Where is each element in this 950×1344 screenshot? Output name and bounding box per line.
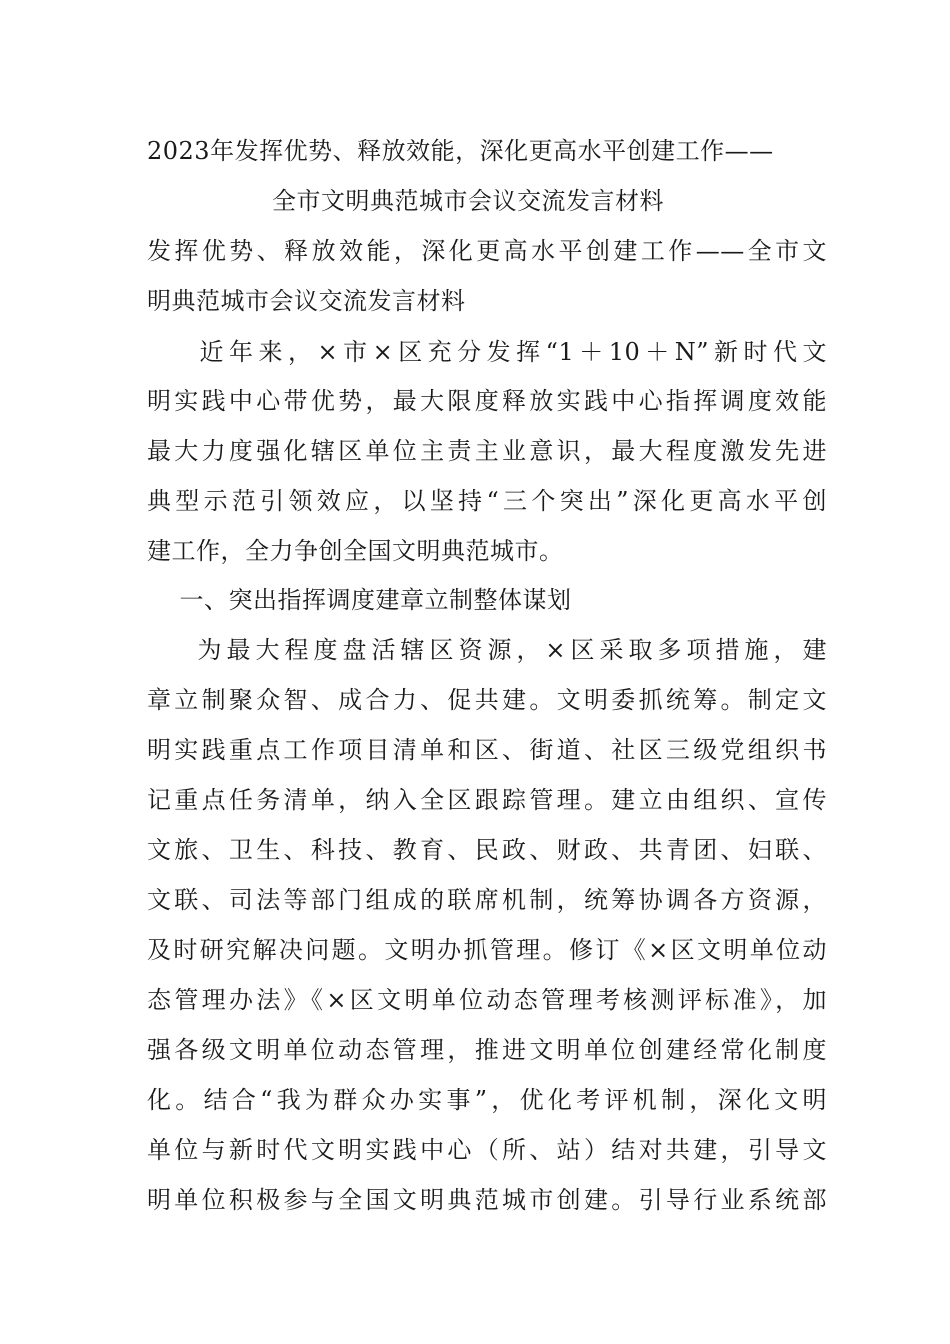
section-1-line-3: 明实践重点工作项目清单和区、街道、社区三级党组织书 <box>147 736 827 764</box>
intro-line-1: 近年来，×市×区充分发挥“1＋10＋N”新时代文 <box>147 338 827 366</box>
section-1-line-8: 态管理办法》《×区文明单位动态管理考核测评标准》，加 <box>147 986 827 1014</box>
subtitle-line-1: 发挥优势、释放效能，深化更高水平创建工作——全市文 <box>147 237 827 265</box>
section-1-heading: 一、突出指挥调度建章立制整体谋划 <box>147 586 572 614</box>
section-1-line-2: 章立制聚众智、成合力、促共建。文明委抓统筹。制定文 <box>147 686 827 714</box>
section-1-line-10: 化。结合“我为群众办实事”，优化考评机制，深化文明 <box>147 1086 827 1114</box>
section-1-line-12: 明单位积极参与全国文明典范城市创建。引导行业系统部 <box>147 1186 827 1214</box>
intro-line-2: 明实践中心带优势，最大限度释放实践中心指挥调度效能 <box>147 387 827 415</box>
intro-line-4: 典型示范引领效应，以坚持“三个突出”深化更高水平创 <box>147 487 827 515</box>
intro-line-5: 建工作，全力争创全国文明典范城市。 <box>147 537 564 565</box>
section-1-line-1: 为最大程度盘活辖区资源，×区采取多项措施，建 <box>147 636 827 664</box>
subtitle-line-2: 明典范城市会议交流发言材料 <box>147 287 466 315</box>
section-1-line-11: 单位与新时代文明实践中心（所、站）结对共建，引导文 <box>147 1136 827 1164</box>
document-title-line-2: 全市文明典范城市会议交流发言材料 <box>272 187 664 215</box>
section-1-line-4: 记重点任务清单，纳入全区跟踪管理。建立由组织、宣传 <box>147 786 827 814</box>
intro-line-3: 最大力度强化辖区单位主责主业意识，最大程度激发先进 <box>147 437 827 465</box>
section-1-line-9: 强各级文明单位动态管理，推进文明单位创建经常化制度 <box>147 1036 827 1064</box>
document-title-line-1: 2023年发挥优势、释放效能，深化更高水平创建工作—— <box>147 137 774 165</box>
section-1-line-5: 文旅、卫生、科技、教育、民政、财政、共青团、妇联、 <box>147 836 827 864</box>
section-1-line-6: 文联、司法等部门组成的联席机制，统筹协调各方资源， <box>147 886 827 914</box>
section-1-line-7: 及时研究解决问题。文明办抓管理。修订《×区文明单位动 <box>147 936 827 964</box>
